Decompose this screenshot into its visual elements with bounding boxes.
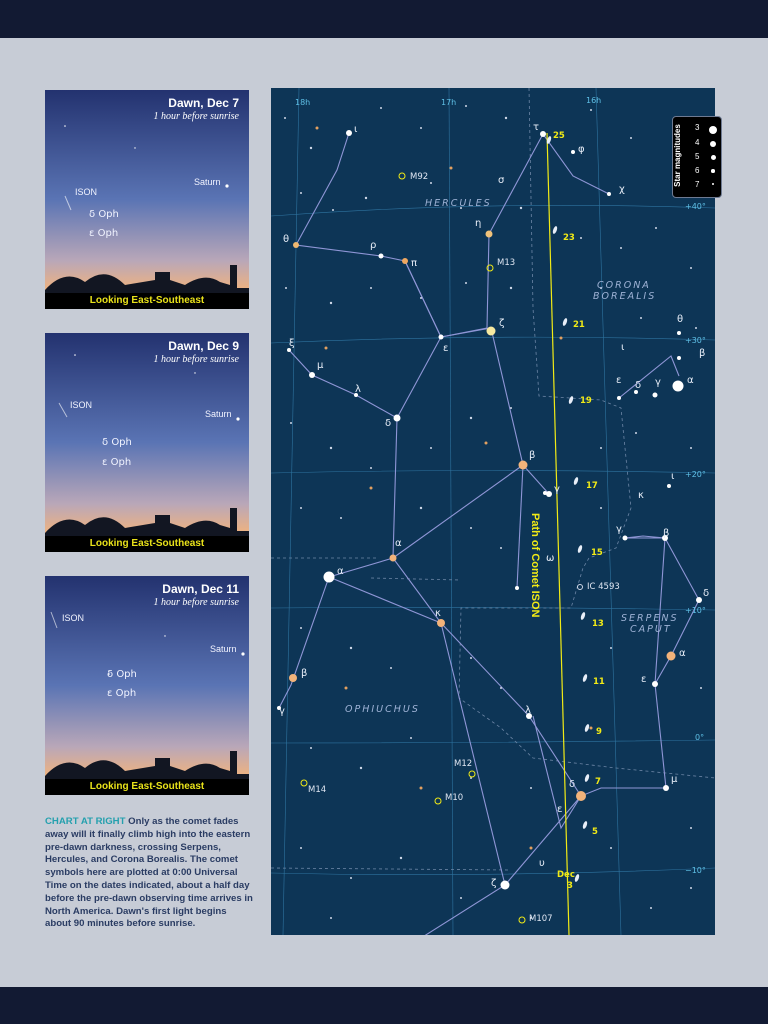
star-label-alpha-oph: α xyxy=(337,566,344,577)
star-label-epsilon-ser: ε xyxy=(641,674,647,685)
star-label-gamma-oph: γ xyxy=(279,706,285,717)
star-label-gamma-ser: γ xyxy=(616,524,622,535)
star-label-alpha-crb: α xyxy=(687,375,694,386)
legend-dot xyxy=(710,141,716,147)
delta-oph-label: δ Oph xyxy=(89,209,119,220)
star-label-theta-her: θ xyxy=(283,234,290,245)
cluster-markers xyxy=(301,173,525,923)
m12-label: M12 xyxy=(454,759,473,769)
dec-label: −10° xyxy=(685,866,706,875)
star-label-sigma: σ xyxy=(498,175,505,186)
sky-illustration xyxy=(45,333,249,552)
m107-label: M107 xyxy=(529,914,553,924)
star-label-iota-ser: ι xyxy=(671,471,675,482)
star-label-phi: φ xyxy=(578,144,585,155)
date-label: 11 xyxy=(593,677,605,687)
star-label-delta-crb: δ xyxy=(635,380,642,391)
panel-title: Dawn, Dec 7 xyxy=(168,96,239,110)
magnitude-legend xyxy=(672,116,722,198)
legend-dot xyxy=(712,183,714,185)
dec-label: +10° xyxy=(685,606,706,615)
date-label: 5 xyxy=(592,827,598,837)
coordinate-grid xyxy=(271,88,715,935)
constellation-lines xyxy=(279,133,699,935)
legend-mag: 7 xyxy=(695,180,700,189)
m10-label: M10 xyxy=(445,793,464,803)
epsilon-oph-label: ε Oph xyxy=(89,228,119,239)
star-label-gamma-her: γ xyxy=(554,484,560,495)
dec-label: +30° xyxy=(685,336,706,345)
star-label-zeta-oph: ζ xyxy=(491,878,497,889)
star-label-gamma-crb: γ xyxy=(655,377,661,388)
star-label-eta: η xyxy=(475,218,482,229)
legend-mag: 3 xyxy=(695,123,700,132)
star-label-mu-ser: μ xyxy=(671,774,678,785)
star-label-pi: π xyxy=(411,258,418,269)
dec-label: +40° xyxy=(685,202,706,211)
ra-label: 16h xyxy=(586,96,602,105)
legend-mag: 4 xyxy=(695,138,700,147)
star-label-alpha-ser: α xyxy=(679,648,686,659)
m92-label: M92 xyxy=(410,172,429,182)
comet-symbols xyxy=(546,136,590,883)
star-label-epsilon-her: ε xyxy=(443,343,449,354)
star-label-iota-her: ι xyxy=(354,124,358,135)
date-label: 17 xyxy=(586,481,598,491)
constellation-ophiuchus: OPHIUCHUS xyxy=(345,704,420,715)
star-label-beta-oph: β xyxy=(301,668,308,679)
date-label: 15 xyxy=(591,548,603,558)
star-label-rho: ρ xyxy=(370,240,377,251)
dawn-panel-dec7 xyxy=(45,90,249,309)
star-label-beta-ser: β xyxy=(663,528,670,539)
legend-mag: 5 xyxy=(695,152,700,161)
star-label-beta-her: β xyxy=(529,450,536,461)
legend-dot xyxy=(711,169,715,173)
ic4593-label: IC 4593 xyxy=(587,582,620,592)
legend-dot xyxy=(709,126,717,134)
constellation-hercules: HERCULES xyxy=(425,198,492,209)
legend-title: Star magnitudes xyxy=(672,124,682,187)
date-label: 7 xyxy=(595,777,601,787)
ra-label: 18h xyxy=(295,98,311,107)
star-label-omega-her: ω xyxy=(546,553,555,564)
orange-field-stars xyxy=(316,127,593,850)
bright-stars xyxy=(277,130,705,890)
caption-lead: CHART AT RIGHT xyxy=(45,816,126,827)
star-label-beta-crb: β xyxy=(699,348,706,359)
top-band xyxy=(0,0,768,38)
date-label: 13 xyxy=(592,619,604,629)
legend-dot xyxy=(711,155,716,160)
comet-label: ISON xyxy=(70,400,93,410)
date-label: 19 xyxy=(580,396,592,406)
panel-subtitle: 1 hour before sunrise xyxy=(153,597,239,608)
planet-label: Saturn xyxy=(210,644,237,654)
panel-subtitle: 1 hour before sunrise xyxy=(153,354,239,365)
panel-footer: Looking East-Southeast xyxy=(45,779,249,795)
date-label: Dec xyxy=(557,870,575,880)
star-label-alpha-her: α xyxy=(395,538,402,549)
m14-label: M14 xyxy=(308,785,327,795)
panel-subtitle: 1 hour before sunrise xyxy=(153,111,239,122)
date-label: 21 xyxy=(573,320,585,330)
planet-label: Saturn xyxy=(194,177,221,187)
dawn-panel-dec9 xyxy=(45,333,249,552)
dec-label: 0° xyxy=(695,733,705,742)
comet-label: ISON xyxy=(62,613,85,623)
star-label-kappa-ser: κ xyxy=(638,490,644,501)
star-label-upsilon-oph: υ xyxy=(539,858,545,869)
star-label-tau: τ xyxy=(533,122,540,133)
star-chart-graphics xyxy=(271,88,715,935)
epsilon-oph-label: ε Oph xyxy=(102,457,132,468)
delta-oph-label: δ Oph xyxy=(102,437,132,448)
ic4593-marker xyxy=(578,585,583,590)
star-label-epsilon-crb: ε xyxy=(616,375,622,386)
panel-title: Dawn, Dec 11 xyxy=(162,582,239,596)
panel-title: Dawn, Dec 9 xyxy=(168,339,239,353)
constellation-caput: CAPUT xyxy=(630,624,672,635)
star-label-epsilon-oph: ε xyxy=(557,804,563,815)
chart-caption xyxy=(45,816,255,931)
star-label-delta-her: δ xyxy=(385,418,392,429)
delta-oph-label: δ Oph xyxy=(107,669,137,680)
date-label: 23 xyxy=(563,233,575,243)
date-label: 25 xyxy=(553,131,565,141)
star-chart xyxy=(271,88,715,935)
date-label: 3 xyxy=(567,881,573,891)
sky-illustration xyxy=(45,90,249,309)
star-label-delta-oph: δ xyxy=(569,779,576,790)
star-label-kappa-oph: κ xyxy=(435,608,441,619)
sky-illustration xyxy=(45,576,249,795)
comet-path-label: Path of Comet ISON xyxy=(529,513,541,618)
date-label: 9 xyxy=(596,727,602,737)
panel-footer: Looking East-Southeast xyxy=(45,293,249,309)
star-label-iota-crb: ι xyxy=(621,342,625,353)
constellation-boundaries xyxy=(271,88,715,870)
m13-label: M13 xyxy=(497,258,516,268)
caption-body: Only as the comet fades away will it finally climb high into the eastern pre-dawn darkness, crossing Serpens, Hercules, and Corona Borealis. The comet symbols here are plotted at 0:00 Universal Time on the dates indicated, about a half day before the pre-dawn observing time arrives in North America. Dawn's first light begins about 90 minutes before sunrise. xyxy=(45,816,253,930)
star-label-mu-her: μ xyxy=(317,360,324,371)
star-label-lambda-her: λ xyxy=(355,384,361,395)
constellation-borealis: BOREALIS xyxy=(593,291,657,302)
star-label-chi: χ xyxy=(619,184,625,195)
star-label-delta-ser: δ xyxy=(703,588,710,599)
bottom-band xyxy=(0,987,768,1024)
constellation-corona: CORONA xyxy=(597,280,651,291)
comet-label: ISON xyxy=(75,187,98,197)
epsilon-oph-label: ε Oph xyxy=(107,688,137,699)
legend-mag: 6 xyxy=(695,166,700,175)
star-label-zeta-her: ζ xyxy=(499,318,505,329)
planet-label: Saturn xyxy=(205,409,232,419)
constellation-serpens: SERPENS xyxy=(621,613,679,624)
panel-footer: Looking East-Southeast xyxy=(45,536,249,552)
ra-label: 17h xyxy=(441,98,457,107)
dec-label: +20° xyxy=(685,470,706,479)
star-label-lambda-oph: λ xyxy=(525,705,531,716)
star-label-xi: ξ xyxy=(289,338,295,349)
star-label-theta-crb: θ xyxy=(677,314,684,325)
dawn-panel-dec11 xyxy=(45,576,249,795)
